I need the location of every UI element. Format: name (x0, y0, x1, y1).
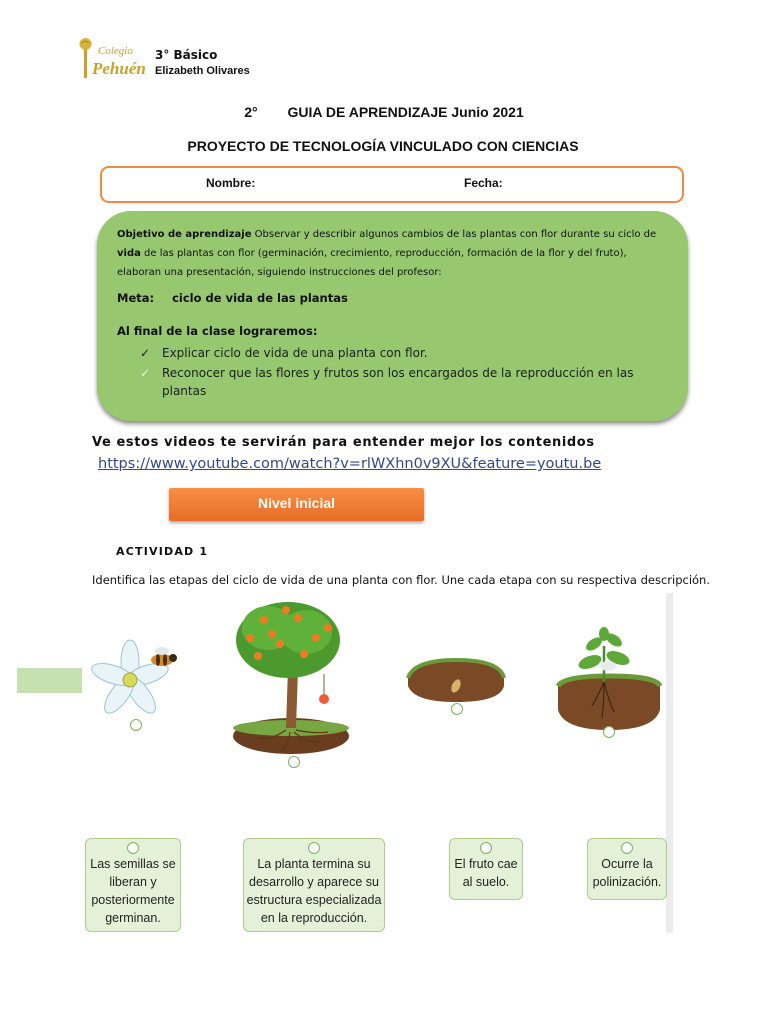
connect-dot[interactable] (621, 842, 633, 854)
activity-instruction: Identifica las etapas del ciclo de vida de una planta con flor. Une cada etapa con su respectiva descripción. (92, 573, 710, 587)
goal-text: Reconocer que las flores y frutos son los encargados de la reproducción en las plantas (162, 366, 634, 398)
goal-item (140, 364, 650, 400)
sprouting-plant-picture (554, 626, 664, 732)
connect-dot[interactable] (480, 842, 492, 854)
youtube-link[interactable]: https://www.youtube.com/watch?v=rlWXhn0v9XU&feature=youtu.be (98, 456, 602, 472)
flower-bee-picture (84, 636, 190, 724)
objective-text-2: vida (117, 248, 141, 259)
final-label: Al final de la clase lograremos: (117, 324, 318, 338)
meta-label: Meta: (117, 291, 155, 305)
meta-value: ciclo de vida de las plantas (172, 291, 348, 305)
goal-text: Explicar ciclo de vida de una planta con flor. (162, 346, 428, 360)
margin-marker (17, 668, 83, 693)
check-icon: ✓ (140, 366, 151, 380)
guide-title-text: GUIA DE APRENDIZAJE Junio 2021 (287, 104, 524, 120)
panel-edge (666, 593, 673, 933)
description-card[interactable] (587, 838, 667, 900)
teacher-name: Elizabeth Olivares (155, 65, 250, 77)
grade-number: 2° (244, 104, 258, 120)
connect-dot[interactable] (308, 842, 320, 854)
description-card[interactable] (449, 838, 523, 900)
check-icon: ✓ (140, 346, 151, 360)
connect-dot[interactable] (127, 842, 139, 854)
meta-line (117, 291, 348, 305)
description-card[interactable] (85, 838, 181, 932)
school-logo (76, 36, 146, 82)
connect-dot[interactable] (130, 719, 142, 731)
fruit-tree-picture (228, 598, 354, 760)
card-text: Ocurre la polinización. (592, 857, 662, 889)
level-button[interactable]: Nivel inicial (169, 488, 424, 521)
card-text: El fruto cae al suelo. (454, 857, 518, 889)
objective-label: Objetivo de aprendizaje (117, 229, 252, 240)
objective-text (117, 225, 672, 282)
description-card[interactable] (243, 838, 385, 932)
guide-title (0, 104, 768, 120)
activity-title: ACTIVIDAD 1 (116, 545, 209, 558)
goal-item (140, 346, 428, 360)
seed-soil-picture (404, 652, 508, 708)
connect-dot[interactable] (451, 703, 463, 715)
card-text: Las semillas se liberan y posteriormente germinan. (90, 857, 176, 925)
objective-text-1: Observar y describir algunos cambios de las plantas con flor durante su ciclo de (254, 229, 657, 240)
card-text: La planta termina su desarrollo y aparece su estructura especializada en la reproducción. (246, 857, 382, 925)
svg-text:Colegio: Colegio (98, 45, 133, 57)
name-label: Nombre: (206, 176, 256, 190)
svg-text:Pehuén: Pehuén (92, 59, 146, 78)
connect-dot[interactable] (603, 726, 615, 738)
videos-intro: Ve estos videos te servirán para entender mejor los contenidos (92, 435, 595, 450)
date-label: Fecha: (464, 176, 503, 190)
connect-dot[interactable] (288, 756, 300, 768)
project-title: PROYECTO DE TECNOLOGÍA VINCULADO CON CIENCIAS (187, 138, 579, 154)
name-date-box[interactable] (100, 166, 684, 203)
grade-label: 3° Básico (155, 48, 218, 62)
objective-text-3: de las plantas con flor (germinación, crecimiento, reproducción, formación de la flor y del fruto), elaboran una presentación, siguiendo instrucciones del profesor: (117, 248, 627, 278)
